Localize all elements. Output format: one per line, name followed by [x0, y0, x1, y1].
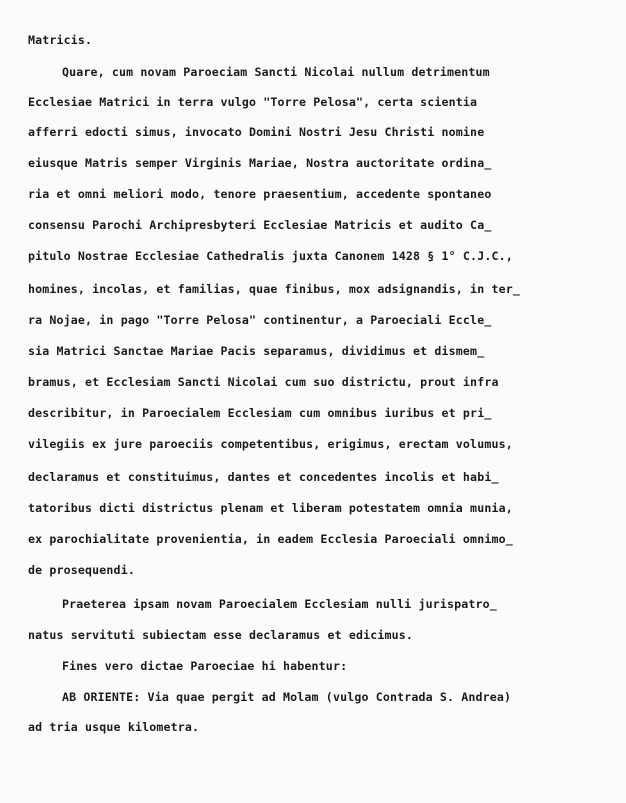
text-line: Ecclesiae Matrici in terra vulgo "Torre Pelosa", certa scientia: [28, 95, 478, 109]
text-line: declaramus et constituimus, dantes et concedentes incolis et habi_: [28, 470, 499, 484]
text-line: afferri edocti simus, invocato Domini Nostri Jesu Christi nomine: [28, 125, 485, 139]
text-line: ria et omni meliori modo, tenore praesentium, accedente spontaneo: [28, 187, 492, 201]
text-line: homines, incolas, et familias, quae finibus, mox adsignandis, in ter_: [28, 282, 520, 296]
text-line: consensu Parochi Archipresbyteri Ecclesiae Matricis et audito Ca_: [28, 218, 492, 232]
text-line: pitulo Nostrae Ecclesiae Cathedralis juxta Canonem 1428 § 1° C.J.C.,: [28, 249, 513, 263]
text-line: AB ORIENTE: Via quae pergit ad Molam (vulgo Contrada S. Andrea): [62, 690, 512, 704]
text-line: de prosequendi.: [28, 563, 135, 577]
text-line: Matricis.: [28, 33, 93, 47]
text-line: ra Nojae, in pago "Torre Pelosa" continentur, a Paroeciali Eccle_: [28, 313, 492, 327]
text-line: Praeterea ipsam novam Paroecialem Ecclesiam nulli jurispatro_: [62, 597, 497, 611]
text-line: ex parochialitate provenientia, in eadem Ecclesia Paroeciali omnimo_: [28, 532, 513, 546]
text-line: eiusque Matris semper Virginis Mariae, Nostra auctoritate ordina_: [28, 156, 492, 170]
text-line: ad tria usque kilometra.: [28, 720, 200, 734]
text-line: bramus, et Ecclesiam Sancti Nicolai cum suo districtu, prout infra: [28, 375, 499, 389]
text-line: Fines vero dictae Paroeciae hi habentur:: [62, 659, 348, 673]
text-line: natus servituti subiectam esse declaramus et edicimus.: [28, 628, 414, 642]
text-line: vilegiis ex jure paroeciis competentibus, erigimus, erectam volumus,: [28, 437, 513, 451]
text-line: tatoribus dicti districtus plenam et liberam potestatem omnia munia,: [28, 501, 513, 515]
text-line: sia Matrici Sanctae Mariae Pacis separamus, dividimus et dismem_: [28, 344, 485, 358]
text-line: describitur, in Paroecialem Ecclesiam cum omnibus iuribus et pri_: [28, 406, 492, 420]
text-line: Quare, cum novam Paroeciam Sancti Nicolai nullum detrimentum: [62, 65, 490, 79]
